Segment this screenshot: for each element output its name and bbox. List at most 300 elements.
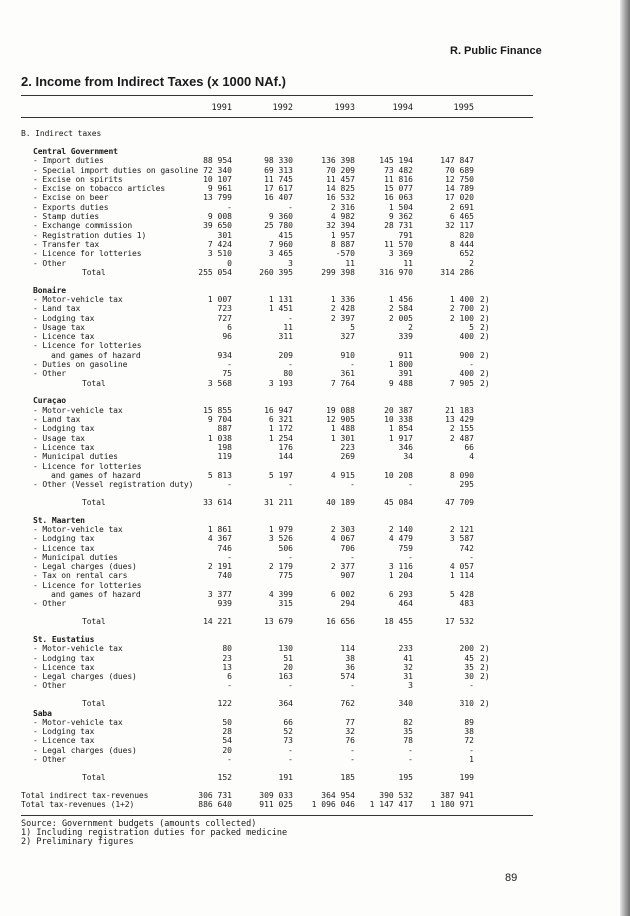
cell-1995: 6 465	[449, 212, 474, 222]
footnote-marker: 2)	[480, 313, 490, 323]
cell-1993: 76	[345, 736, 355, 746]
cell-1991: 301	[217, 230, 232, 240]
cell-1993: 7 764	[330, 378, 355, 388]
cell-1992: 315	[278, 599, 293, 609]
row-label: - Other	[33, 369, 67, 379]
cell-1994: 1 147 417	[369, 799, 413, 809]
cell-1993: 14 825	[326, 184, 355, 194]
footnote-marker: 2)	[480, 378, 490, 388]
cell-1993: 1 488	[330, 424, 355, 434]
row-label: Curaçao	[33, 396, 67, 406]
cell-1993: 16 532	[326, 193, 355, 203]
cell-1993: 19 088	[326, 405, 355, 415]
cell-1994: 78	[403, 736, 413, 746]
cell-1995: 2 121	[449, 524, 474, 534]
table-row	[0, 654, 630, 663]
year-header: 1991	[211, 103, 232, 113]
cell-1995: 3 587	[449, 534, 474, 544]
table-row	[0, 553, 630, 562]
cell-1995: 199	[459, 772, 474, 782]
row-label: and games of hazard	[51, 350, 141, 360]
table-row	[0, 184, 630, 193]
cell-1994: 464	[398, 599, 413, 609]
cell-1991: 3 510	[207, 249, 232, 259]
cell-1995: 7 905	[449, 378, 474, 388]
row-label: - Excise on spirits	[33, 174, 123, 184]
table-row	[0, 581, 630, 590]
cell-1994: -	[408, 480, 413, 490]
table-row	[0, 203, 630, 212]
row-label: - Land tax	[33, 415, 81, 425]
row-label: - Licence tax	[33, 736, 95, 746]
cell-1994: 791	[398, 230, 413, 240]
cell-1994: -	[408, 745, 413, 755]
cell-1992: -	[288, 202, 293, 212]
cell-1992: -	[288, 681, 293, 691]
row-label: - Registration duties 1)	[33, 230, 147, 240]
cell-1995: 295	[459, 480, 474, 490]
spacer	[0, 782, 630, 791]
cell-1993: 2 397	[330, 313, 355, 323]
row-label: Bonaire	[33, 285, 67, 295]
cell-1991: 39 650	[203, 221, 232, 231]
row-label: - Duties on gasoline	[33, 360, 128, 370]
table-row	[0, 718, 630, 727]
cell-1994: 35	[403, 727, 413, 737]
footnote-marker: 2)	[480, 653, 490, 663]
cell-1995: 8 090	[449, 470, 474, 480]
footnote-marker: 2)	[480, 322, 490, 332]
row-label: Total	[82, 497, 106, 507]
cell-1994: 2 005	[388, 313, 413, 323]
cell-1995: 1	[469, 755, 474, 765]
table-row	[0, 360, 630, 369]
cell-1995: 17 532	[445, 617, 474, 627]
cell-1994: -	[408, 755, 413, 765]
cell-1994: 195	[398, 772, 413, 782]
cell-1993: 361	[340, 369, 355, 379]
cell-1992: -	[288, 313, 293, 323]
cell-1992: 144	[278, 452, 293, 462]
cell-1994: -	[408, 552, 413, 562]
total-row	[0, 800, 630, 809]
cell-1992: 1 172	[268, 424, 293, 434]
cell-1993: 6 002	[330, 590, 355, 600]
group-header-row	[0, 396, 630, 405]
cell-1992: 25 780	[264, 221, 293, 231]
cell-1995: 45	[464, 653, 474, 663]
cell-1994: 16 063	[384, 193, 413, 203]
cell-1994: 340	[398, 699, 413, 709]
table-title: 2. Income from Indirect Taxes (x 1000 NAf.)	[21, 74, 286, 89]
cell-1992: 98 330	[264, 156, 293, 166]
cell-1993: 1 301	[330, 433, 355, 443]
cell-1992: 11 745	[264, 174, 293, 184]
total-row	[0, 699, 630, 708]
cell-1992: -	[288, 360, 293, 370]
cell-1993: -	[350, 480, 355, 490]
cell-1992: 176	[278, 442, 293, 452]
cell-1993: 70 209	[326, 165, 355, 175]
cell-1992: 6 321	[268, 415, 293, 425]
cell-1993: 294	[340, 599, 355, 609]
table-row	[0, 231, 630, 240]
cell-1993: 327	[340, 332, 355, 342]
cell-1991: 1 861	[207, 524, 232, 534]
cell-1995: 147 847	[440, 156, 474, 166]
cell-1994: 339	[398, 332, 413, 342]
cell-1991: -	[227, 360, 232, 370]
row-label: - Excise on tobacco articles	[33, 184, 166, 194]
total-row	[0, 498, 630, 507]
cell-1993: 223	[340, 442, 355, 452]
table-row	[0, 314, 630, 323]
cell-1993: 136 398	[321, 156, 355, 166]
cell-1993: 2 303	[330, 524, 355, 534]
cell-1994: 31	[403, 672, 413, 682]
footnote-marker: 2)	[480, 662, 490, 672]
table-row	[0, 351, 630, 360]
cell-1995: 66	[464, 442, 474, 452]
row-label: - Stamp duties	[33, 212, 100, 222]
row-label: - Other	[33, 755, 67, 765]
cell-1995: 17 020	[445, 193, 474, 203]
total-row	[0, 268, 630, 277]
table-row	[0, 406, 630, 415]
cell-1992: 73	[283, 736, 293, 746]
cell-1992: 3 526	[268, 534, 293, 544]
cell-1995: 13 429	[445, 415, 474, 425]
group-header-row	[0, 709, 630, 718]
cell-1991: 886 640	[198, 799, 232, 809]
cell-1995: 900	[459, 350, 474, 360]
cell-1992: 311	[278, 332, 293, 342]
cell-1995: 1 180 971	[430, 799, 474, 809]
cell-1995: 2 691	[449, 202, 474, 212]
cell-1992: 5 197	[268, 470, 293, 480]
row-label: - Legal charges (dues)	[33, 672, 137, 682]
cell-1995: 1 114	[449, 571, 474, 581]
cell-1994: 4 479	[388, 534, 413, 544]
cell-1995: 2 100	[449, 313, 474, 323]
cell-1991: 88 954	[203, 156, 232, 166]
table-body	[0, 129, 630, 809]
cell-1991: 934	[217, 350, 232, 360]
table-row	[0, 259, 630, 268]
cell-1991: -	[227, 755, 232, 765]
table-row	[0, 415, 630, 424]
row-label: - Legal charges (dues)	[33, 745, 137, 755]
table-row	[0, 525, 630, 534]
bottom-rule	[21, 815, 533, 816]
table-row	[0, 240, 630, 249]
row-label: - Special import duties on gasoline	[33, 165, 199, 175]
year-header: 1995	[453, 103, 474, 113]
cell-1994: 11	[403, 258, 413, 268]
cell-1995: 4 057	[449, 562, 474, 572]
cell-1994: 390 532	[379, 790, 413, 800]
table-row	[0, 332, 630, 341]
row-label: - Legal charges (dues)	[33, 562, 137, 572]
year-header: 1994	[392, 103, 413, 113]
cell-1991: 14 221	[203, 617, 232, 627]
table-row	[0, 672, 630, 681]
cell-1991: 3 377	[207, 590, 232, 600]
cell-1991: 9 961	[207, 184, 232, 194]
table-row	[0, 424, 630, 433]
group-header-row	[0, 635, 630, 644]
row-label: - Municipal duties	[33, 452, 118, 462]
cell-1994: 1 854	[388, 424, 413, 434]
cell-1991: 119	[217, 452, 232, 462]
cell-1994: 3 116	[388, 562, 413, 572]
cell-1993: 364 954	[321, 790, 355, 800]
cell-1991: 5 813	[207, 470, 232, 480]
cell-1993: 910	[340, 350, 355, 360]
cell-1991: 740	[217, 571, 232, 581]
cell-1993: 1 336	[330, 294, 355, 304]
cell-1995: 12 750	[445, 174, 474, 184]
cell-1991: 306 731	[198, 790, 232, 800]
cell-1991: 746	[217, 543, 232, 553]
cell-1995: 47 709	[445, 497, 474, 507]
cell-1995: -	[469, 745, 474, 755]
cell-1991: -	[227, 480, 232, 490]
footnote-marker: 2)	[480, 644, 490, 654]
cell-1993: 32 394	[326, 221, 355, 231]
cell-1995: 14 789	[445, 184, 474, 194]
cell-1992: 775	[278, 571, 293, 581]
table-row	[0, 156, 630, 165]
table-row	[0, 434, 630, 443]
cell-1995: 1 400	[449, 294, 474, 304]
cell-1993: -570	[335, 249, 355, 259]
cell-1992: 13 679	[264, 617, 293, 627]
cell-1991: 50	[222, 717, 232, 727]
spacer	[0, 507, 630, 516]
cell-1995: 21 183	[445, 405, 474, 415]
cell-1992: 31 211	[264, 497, 293, 507]
cell-1994: 32	[403, 662, 413, 672]
cell-1995: 200	[459, 644, 474, 654]
row-label: - Other (Vessel registration duty)	[33, 480, 194, 490]
row-label: B. Indirect taxes	[21, 129, 102, 138]
cell-1991: 3 568	[207, 378, 232, 388]
cell-1994: 6 293	[388, 590, 413, 600]
table-row	[0, 755, 630, 764]
cell-1991: -	[227, 552, 232, 562]
row-label: Total indirect tax-revenues	[21, 790, 149, 800]
cell-1993: 1 096 046	[311, 799, 355, 809]
row-label: - Lodging tax	[33, 424, 95, 434]
footnote-marker: 2)	[480, 332, 490, 342]
cell-1994: 759	[398, 543, 413, 553]
cell-1991: 10 107	[203, 174, 232, 184]
cell-1994: 41	[403, 653, 413, 663]
cell-1993: 2 428	[330, 304, 355, 314]
cell-1995: 387 941	[440, 790, 474, 800]
table-row	[0, 221, 630, 230]
cell-1992: 16 947	[264, 405, 293, 415]
row-label: and games of hazard	[51, 470, 141, 480]
cell-1995: 72	[464, 736, 474, 746]
cell-1993: -	[350, 745, 355, 755]
row-label: Total tax-revenues (1+2)	[21, 799, 135, 809]
cell-1994: 45 084	[384, 497, 413, 507]
row-label: - Licence for lotteries	[33, 461, 142, 471]
cell-1991: 96	[222, 332, 232, 342]
cell-1993: -	[350, 360, 355, 370]
cell-1993: 32	[345, 727, 355, 737]
table-row	[0, 480, 630, 489]
table-row	[0, 727, 630, 736]
row-label: - Lodging tax	[33, 313, 95, 323]
spacer	[0, 691, 630, 700]
cell-1993: 269	[340, 452, 355, 462]
table-row	[0, 736, 630, 745]
cell-1992: 130	[278, 644, 293, 654]
cell-1991: 15 855	[203, 405, 232, 415]
cell-1994: 9 488	[388, 378, 413, 388]
footnote-2: 2) Preliminary figures	[21, 837, 134, 847]
cell-1995: 2 487	[449, 433, 474, 443]
cell-1995: 2 700	[449, 304, 474, 314]
cell-1995: 38	[464, 727, 474, 737]
table-row	[0, 534, 630, 543]
cell-1993: 16 656	[326, 617, 355, 627]
cell-1993: 2 316	[330, 202, 355, 212]
cell-1991: 939	[217, 599, 232, 609]
cell-1994: 346	[398, 442, 413, 452]
row-label: Total	[82, 617, 106, 627]
row-label: - Licence tax	[33, 662, 95, 672]
cell-1994: 11 816	[384, 174, 413, 184]
source-note: Source: Government budgets (amounts collected)	[21, 819, 257, 829]
table-row	[0, 562, 630, 571]
cell-1995: -	[469, 681, 474, 691]
table-row	[0, 129, 630, 147]
footnote-marker: 2)	[480, 350, 490, 360]
table-row	[0, 544, 630, 553]
row-label: Central Government	[33, 147, 118, 156]
row-label: - Motor-vehicle tax	[33, 405, 123, 415]
cell-1992: -	[288, 755, 293, 765]
cell-1992: 260 395	[259, 267, 293, 277]
cell-1991: 255 054	[198, 267, 232, 277]
cell-1991: 13	[222, 662, 232, 672]
cell-1994: 145 194	[379, 156, 413, 166]
row-label: - Excise on beer	[33, 193, 109, 203]
cell-1994: 11 570	[384, 239, 413, 249]
cell-1994: 391	[398, 369, 413, 379]
cell-1993: 574	[340, 672, 355, 682]
row-label: - Licence tax	[33, 543, 95, 553]
cell-1995: 70 689	[445, 165, 474, 175]
cell-1992: 2 179	[268, 562, 293, 572]
cell-1994: 10 208	[384, 470, 413, 480]
table-row	[0, 644, 630, 653]
cell-1994: 15 077	[384, 184, 413, 194]
table-row	[0, 341, 630, 350]
cell-1992: 80	[283, 369, 293, 379]
cell-1995: 2 155	[449, 424, 474, 434]
cell-1994: 1 204	[388, 571, 413, 581]
cell-1992: 20	[283, 662, 293, 672]
cell-1992: 1 451	[268, 304, 293, 314]
group-header-row	[0, 147, 630, 156]
row-label: - Exchange commission	[33, 221, 133, 231]
cell-1995: 8 444	[449, 239, 474, 249]
table-row	[0, 462, 630, 471]
cell-1994: 9 362	[388, 212, 413, 222]
top-rule	[21, 95, 533, 96]
row-label: - Land tax	[33, 304, 81, 314]
cell-1995: 400	[459, 332, 474, 342]
table-row	[0, 193, 630, 202]
table-row	[0, 166, 630, 175]
cell-1991: 727	[217, 313, 232, 323]
cell-1994: 20 387	[384, 405, 413, 415]
cell-1992: 4 399	[268, 590, 293, 600]
cell-1995: 5 428	[449, 590, 474, 600]
cell-1993: 114	[340, 644, 355, 654]
cell-1993: 11 457	[326, 174, 355, 184]
cell-1991: 23	[222, 653, 232, 663]
row-label: - Exports duties	[33, 202, 109, 212]
cell-1993: 5	[350, 322, 355, 332]
cell-1994: 1 504	[388, 202, 413, 212]
row-label: - Transfer tax	[33, 239, 100, 249]
spacer	[0, 764, 630, 773]
row-label: St. Eustatius	[33, 634, 95, 644]
table-row	[0, 452, 630, 461]
cell-1993: 11	[345, 258, 355, 268]
cell-1992: -	[288, 480, 293, 490]
cell-1995: 35	[464, 662, 474, 672]
row-label: Total	[82, 772, 106, 782]
cell-1992: 51	[283, 653, 293, 663]
row-label: - Licence tax	[33, 332, 95, 342]
cell-1992: 1 254	[268, 433, 293, 443]
cell-1992: 7 960	[268, 239, 293, 249]
row-label: - Municipal duties	[33, 552, 118, 562]
table-row	[0, 304, 630, 313]
cell-1993: 77	[345, 717, 355, 727]
cell-1995: 89	[464, 717, 474, 727]
cell-1991: -	[227, 681, 232, 691]
section-header: R. Public Finance	[450, 45, 542, 57]
cell-1992: -	[288, 552, 293, 562]
cell-1992: 163	[278, 672, 293, 682]
cell-1993: -	[350, 681, 355, 691]
row-label: - Licence tax	[33, 442, 95, 452]
footnote-marker: 2)	[480, 699, 490, 709]
cell-1994: 82	[403, 717, 413, 727]
row-label: - Motor-vehicle tax	[33, 524, 123, 534]
row-label: - Other	[33, 681, 67, 691]
footnote-marker: 2)	[480, 304, 490, 314]
cell-1991: 33 614	[203, 497, 232, 507]
row-label: - Motor-vehicle tax	[33, 644, 123, 654]
cell-1992: -	[288, 745, 293, 755]
cell-1993: 299 398	[321, 267, 355, 277]
table-row	[0, 443, 630, 452]
cell-1992: 1 979	[268, 524, 293, 534]
cell-1992: 364	[278, 699, 293, 709]
cell-1993: 762	[340, 699, 355, 709]
row-label: - Motor-vehicle tax	[33, 294, 123, 304]
cell-1993: 1 957	[330, 230, 355, 240]
